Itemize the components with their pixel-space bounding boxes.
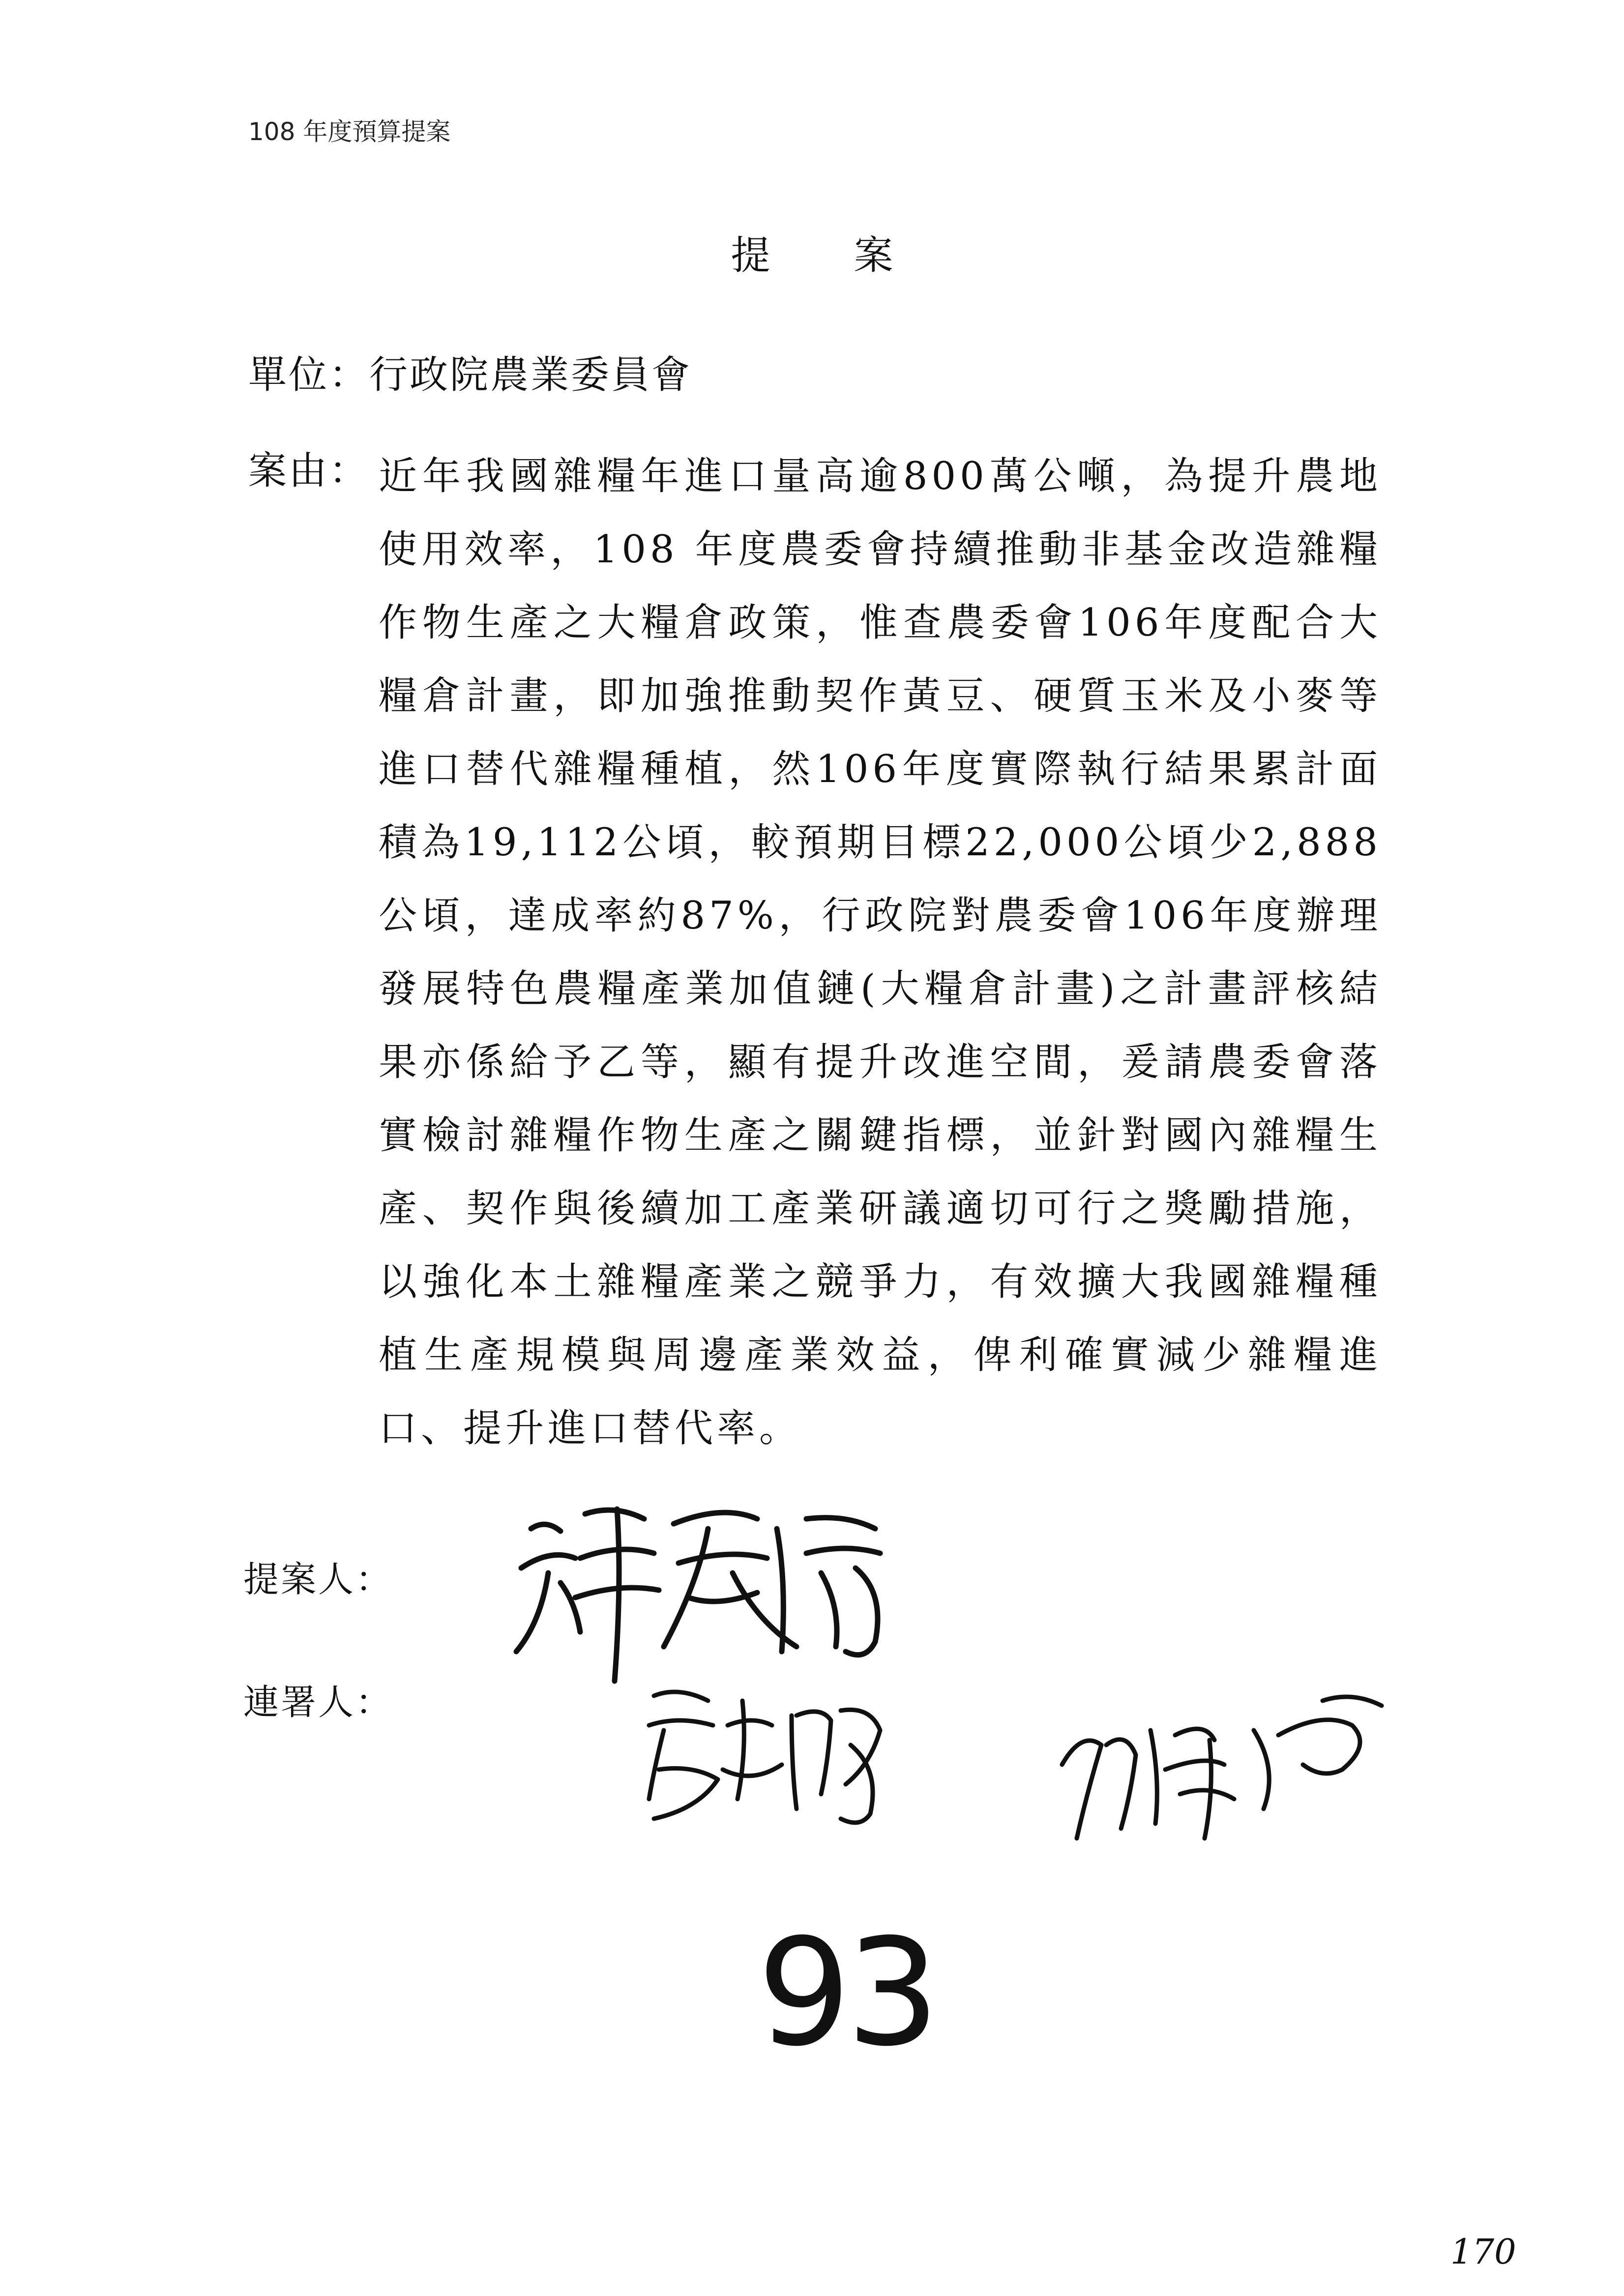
unit-label: 單位： xyxy=(248,353,370,397)
document-header: 108 年度預算提案 xyxy=(248,117,451,146)
cosigner-label: 連署人： xyxy=(243,1682,393,1723)
handwritten-number: 93 xyxy=(757,1907,935,2079)
proposer-label: 提案人： xyxy=(243,1559,393,1600)
unit-row xyxy=(248,344,692,399)
reason-label: 案由： xyxy=(248,449,370,493)
document-title: 提案 xyxy=(731,233,977,278)
page-number: 170 xyxy=(1450,2232,1516,2272)
cosigner-signature-1 xyxy=(634,1671,900,1833)
cosigner-signature-2 xyxy=(1047,1681,1391,1858)
unit-value: 行政院農業委員會 xyxy=(369,353,692,397)
proposer-signature xyxy=(502,1484,905,1691)
reason-text: 近年我國雜糧年進口量高逾800萬公噸，為提升農地使用效率，108 年度農委會持續推動非基金改造雜糧作物生產之大糧倉政策，惟查農委會106年度配合大糧倉計畫，即加強推動契作黃豆、硬質玉米及小麥等進口替代雜糧種植，然106年度實際執行結果累計面積為19,112公頃，較預期目標22,000公頃少2,888公頃，達成率約87%，行政院對農委會106年度辦理發展特色農糧產業加值鏈(大糧倉計畫)之計畫評核結果亦係給予乙等，顯有提升改進空間，爰請農委會落實檢討雜糧作物生產之關鍵指標，並針對國內雜糧生產、契作與後續加工產業研議適切可行之獎勵措施，以強化本土雜糧產業之競爭力，有效擴大我國雜糧種植生產規模與周邊產業效益，俾利確實減少雜糧進口、提升進口替代率。 xyxy=(379,454,1382,1451)
